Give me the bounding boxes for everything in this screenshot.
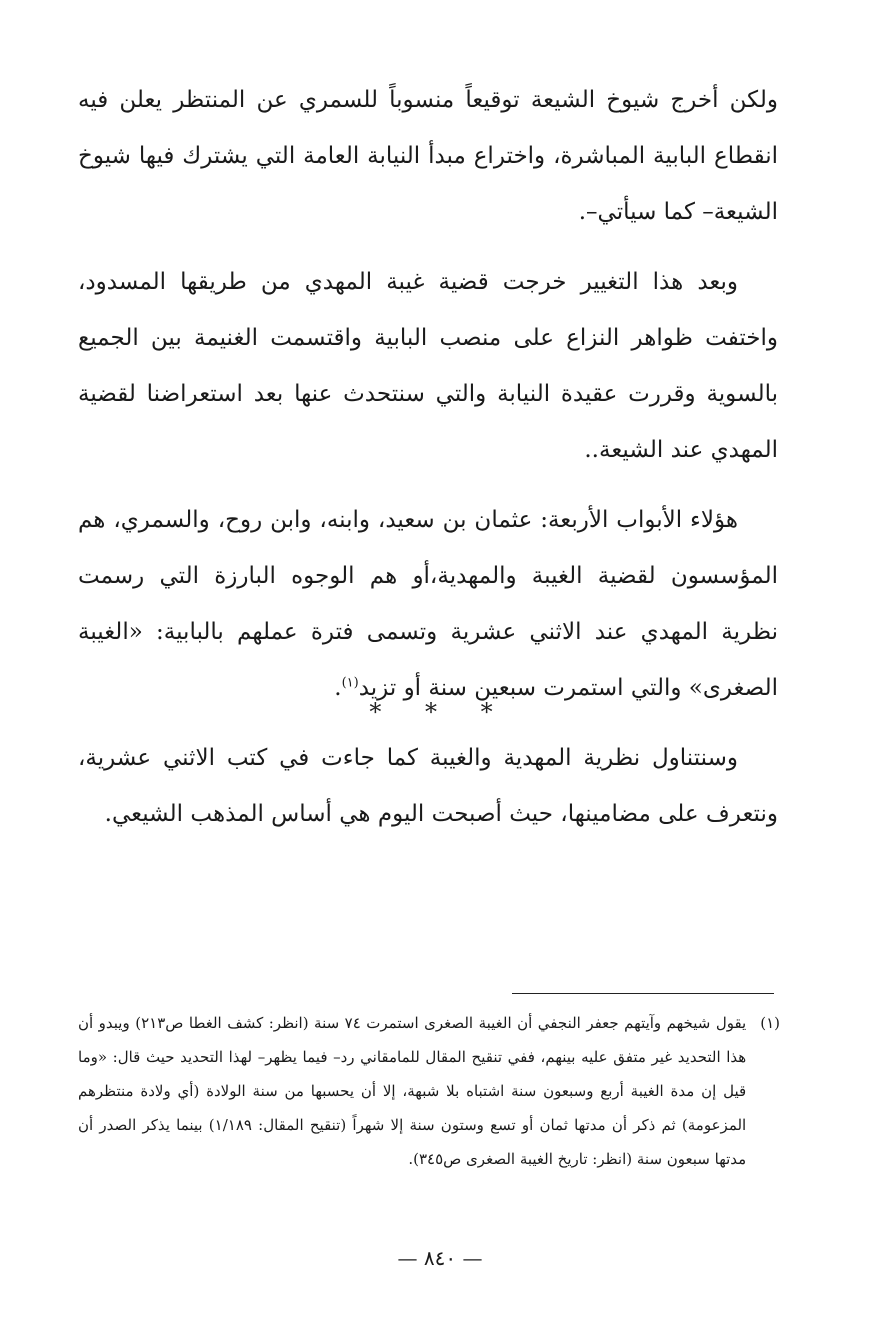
paragraph-1: ولكن أخرج شيوخ الشيعة توقيعاً منسوباً للسمري عن المنتظر يعلن فيه انقطاع البابية المباشرة، واختراع مبدأ النيابة العامة التي يشترك فيها شيوخ الشيعة– كما سيأتي–. — [78, 87, 778, 225]
footnote-reference: (١) — [341, 675, 359, 691]
footnote-divider — [512, 993, 774, 994]
main-text — [78, 72, 778, 856]
paragraph-4: وسنتناول نظرية المهدية والغيبة كما جاءت في كتب الاثني عشرية، ونتعرف على مضامينها، حيث أصبحت اليوم هي أساس المذهب الشيعي. — [78, 745, 778, 827]
footnote-number: (١) — [760, 1014, 780, 1032]
footnote-1 — [78, 1006, 780, 1176]
paragraph-3-text: هؤلاء الأبواب الأربعة: عثمان بن سعيد، وابنه، وابن روح، والسمري، هم المؤسسون لقضية الغيبة والمهدية،أو هم الوجوه البارزة التي رسمت نظرية المهدي عند الاثني عشرية وتسمى فترة عملهم بالبابية: «الغيبة الصغرى» والتي استمرت سبعين سنة أو تزيد — [78, 507, 778, 701]
paragraph-2: وبعد هذا التغيير خرجت قضية غيبة المهدي من طريقها المسدود، واختفت ظواهر النزاع على منصب البابية واقتسمت الغنيمة بين الجميع بالسوية وقررت عقيدة النيابة والتي سنتحدث عنها بعد استعراضنا لقضية المهدي عند الشيعة.. — [78, 269, 778, 463]
section-separator: * * * — [369, 698, 511, 726]
paragraph-3-end: . — [334, 675, 342, 701]
page-number: — ٨٤٠ — — [397, 1246, 483, 1270]
footnotes — [78, 1006, 780, 1176]
paragraph-3 — [78, 492, 778, 716]
footnote-text: يقول شيخهم وآيتهم جعفر النجفي أن الغيبة الصغرى استمرت ٧٤ سنة (انظر: كشف الغطا ص٢١٣) ويبدو أن هذا التحديد غير متفق عليه بينهم، ففي تنقيح المقال للمامقاني رد– فيما يظهر– لهذا التحديد حيث قال: «وما قيل إن مدة الغيبة أربع وسبعون سنة اشتباه بلا شبهة، إلا أن يحسبها من سنة الولادة (أي ولادة منتظرهم المزعومة) ثم ذكر أن مدتها ثمان أو تسع وستون سنة إلا شهراً (تنقيح المقال: ١/١٨٩) بينما يذكر الصدر أن مدتها سبعون سنة (انظر: تاريخ الغيبة الصغرى ص٣٤٥). — [78, 1014, 747, 1168]
